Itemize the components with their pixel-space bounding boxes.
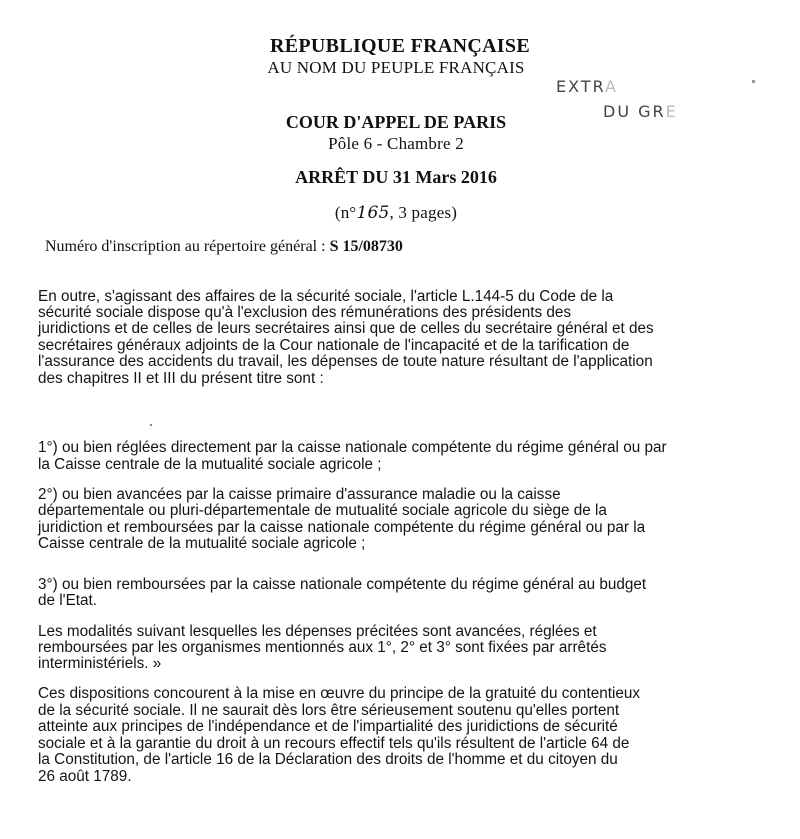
chamber-label: Pôle 6 - Chambre 2 [328,134,464,153]
paragraph-2-line: 1°) ou bien réglées directement par la caisse nationale compétente du régime général ou par [38,439,667,456]
arret-number-prefix: (n° [334,203,357,222]
republic-heading: RÉPUBLIQUE FRANÇAISE [270,35,530,57]
extrait-stamp-line1 [556,77,618,96]
paragraph-4-line: 3°) ou bien remboursées par la caisse nationale compétente du régime général au budget [38,576,647,593]
scan-speck [150,424,152,426]
arret-number [0,203,796,223]
paragraph-1-line: sécurité sociale dispose qu'à l'exclusion des rémunérations des présidents des [38,304,572,321]
repertoire-line [45,238,403,256]
stamp-line1-visible: EXTR [556,77,606,96]
stamp-line2-visible: DU GR [603,102,666,121]
au-nom-subheading: AU NOM DU PEUPLE FRANÇAIS [267,58,525,77]
paragraph-6-line: Ces dispositions concourent à la mise en œuvre du principe de la gratuité du contentieux [38,685,641,702]
paragraph-1-line: juridictions et de celles de leurs secrétaires ainsi que de celles du secrétaire général et des [38,320,654,337]
paragraph-3-line: 2°) ou bien avancées par la caisse primaire d'assurance maladie ou la caisse [38,486,561,503]
paragraph-6-line: sociale et à la garantie du droit à un recours effectif tels qu'ils résultent de l'article 64 de [38,735,630,752]
paragraph-3-line: départementale ou pluri-départementale de mutualité sociale agricole du siège de la [38,502,607,519]
paragraph-6-line: de la sécurité sociale. Il ne saurait dès lors être sérieusement soutenu qu'elles portent [38,702,620,719]
stamp-line2-faded: E [665,102,678,121]
paragraph-1-line: secrétaires généraux adjoints de la Cour nationale de l'incapacité et de la tarification de [38,337,630,354]
stamp-line1-faded: A [605,77,618,96]
paragraph-1-line: En outre, s'agissant des affaires de la sécurité sociale, l'article L.144-5 du Code de la [38,288,614,305]
paragraph-1-line: l'assurance des accidents du travail, les dépenses de toute nature résultant de l'application [38,353,653,370]
scan-speck [752,80,755,83]
arret-number-suffix: , 3 pages) [389,203,458,222]
repertoire-number: S 15/08730 [329,238,403,255]
paragraph-5-line: remboursées par les organismes mentionnés aux 1°, 2° et 3° sont fixées par arrêtés [38,639,607,656]
paragraph-5-line: interministériels. » [38,655,162,672]
court-name: COUR D'APPEL DE PARIS [285,112,507,132]
arret-date: ARRÊT DU 31 Mars 2016 [295,167,497,187]
paragraph-3-line: juridiction et remboursées par la caisse nationale compétente du régime général ou par la [38,519,646,536]
paragraph-6-line: la Constitution, de l'article 16 de la Déclaration des droits de l'homme et du citoyen du [38,751,618,768]
paragraph-6-line: atteinte aux principes de l'indépendance et de l'impartialité des juridictions de sécurité [38,718,618,735]
arret-number-handwritten: 165 [356,203,390,223]
paragraph-4-line: de l'Etat. [38,592,98,609]
paragraph-1-line: des chapitres II et III du présent titre sont : [38,370,324,387]
repertoire-label: Numéro d'inscription au répertoire général : [45,238,326,255]
paragraph-5-line: Les modalités suivant lesquelles les dépenses précitées sont avancées, réglées et [38,623,597,640]
paragraph-6-line: 26 août 1789. [38,768,132,785]
paragraph-2-line: la Caisse centrale de la mutualité sociale agricole ; [38,456,382,473]
paragraph-3-line: Caisse centrale de la mutualité sociale agricole ; [38,535,366,552]
